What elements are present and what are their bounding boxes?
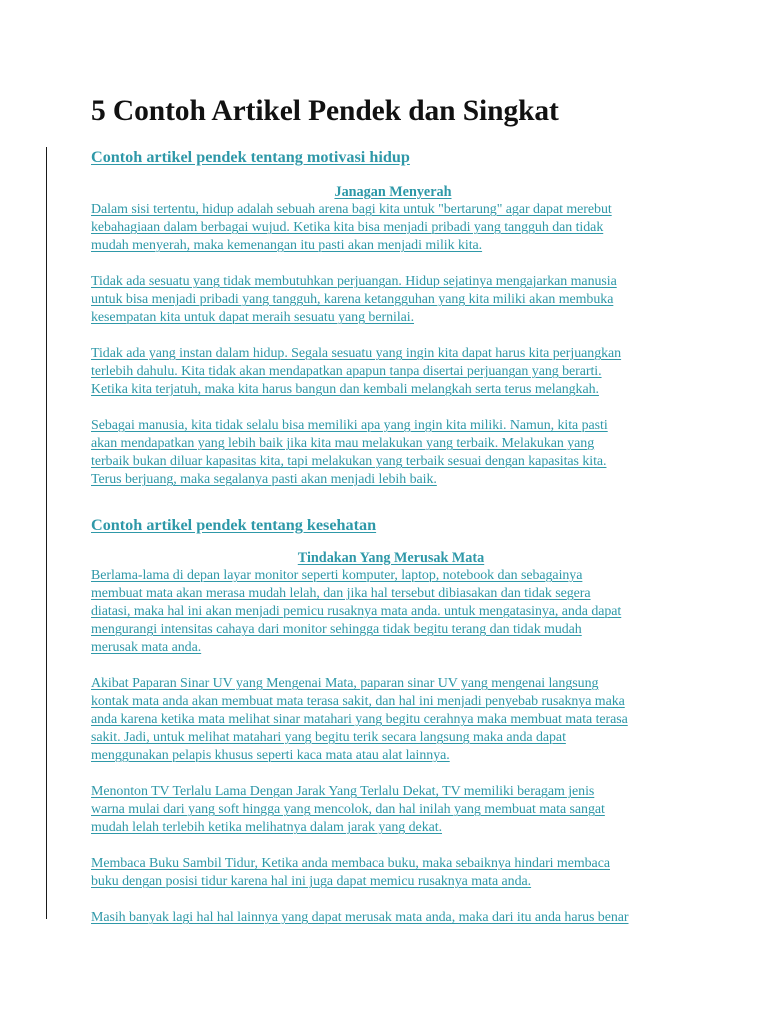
- paragraph-line: Sebagai manusia, kita tidak selalu bisa memiliki apa yang ingin kita miliki. Namun, kita pasti: [91, 418, 608, 433]
- paragraph[interactable]: [91, 855, 691, 891]
- paragraph-line: sakit. Jadi, untuk melihat matahari yang begitu terik secara langsung maka anda dapat: [91, 730, 566, 745]
- paragraph-line: menggunakan pelapis khusus seperti kaca mata atau alat lainnya.: [91, 748, 450, 763]
- document-body: [91, 92, 691, 927]
- paragraph[interactable]: [91, 567, 691, 657]
- article-title-health[interactable]: Tindakan Yang Merusak Mata: [297, 550, 485, 566]
- article-body-motivation: [91, 201, 691, 489]
- paragraph-line: Masih banyak lagi hal hal lainnya yang dapat merusak mata anda, maka dari itu anda harus benar: [91, 910, 629, 925]
- paragraph-line: mengurangi intensitas cahaya dari monitor sehingga tidak begitu terang dan tidak mudah: [91, 622, 582, 637]
- paragraph-line: mudah lelah terlebih ketika melihatnya dalam jarak yang dekat.: [91, 820, 443, 835]
- paragraph[interactable]: [91, 783, 691, 837]
- paragraph-line: untuk bisa menjadi pribadi yang tangguh, karena ketangguhan yang kita miliki akan membuka: [91, 292, 614, 307]
- paragraph-line: Berlama-lama di depan layar monitor seperti komputer, laptop, notebook dan sebagainya: [91, 568, 583, 583]
- paragraph-line: warna mulai dari yang soft hingga yang mencolok, dan hal inilah yang membuat mata sangat: [91, 802, 605, 817]
- paragraph[interactable]: [91, 273, 691, 327]
- paragraph-line: anda karena ketika mata melihat sinar matahari yang begitu cerahnya maka membuat mata terasa: [91, 712, 628, 727]
- section-heading-motivation[interactable]: Contoh artikel pendek tentang motivasi hidup: [91, 148, 410, 166]
- paragraph-line: Tidak ada yang instan dalam hidup. Segala sesuatu yang ingin kita dapat harus kita perjuangkan: [91, 346, 622, 361]
- section-heading-health[interactable]: Contoh artikel pendek tentang kesehatan: [91, 516, 377, 534]
- article-body-health: [91, 567, 691, 927]
- paragraph-line: merusak mata anda.: [91, 640, 202, 655]
- paragraph-line: kebahagiaan dalam berbagai wujud. Ketika kita bisa menjadi pribadi yang tangguh dan tidak: [91, 220, 604, 235]
- article-title-motivation[interactable]: Janagan Menyerah: [334, 184, 452, 200]
- paragraph-line: Terus berjuang, maka segalanya pasti akan menjadi lebih baik.: [91, 472, 437, 487]
- margin-line: [46, 147, 47, 919]
- paragraph-line: membuat mata akan merasa mudah lelah, dan jika hal tersebut dibiasakan dan tidak segera: [91, 586, 591, 601]
- document-title: 5 Contoh Artikel Pendek dan Singkat: [91, 95, 559, 127]
- paragraph-line: kesempatan kita untuk dapat meraih sesuatu yang bernilai.: [91, 310, 415, 325]
- paragraph[interactable]: [91, 201, 691, 255]
- paragraph-line: Membaca Buku Sambil Tidur, Ketika anda membaca buku, maka sebaiknya hindari membaca: [91, 856, 610, 871]
- paragraph-line: diatasi, maka hal ini akan menjadi pemicu rusaknya mata anda. untuk mengatasinya, anda dapat: [91, 604, 622, 619]
- paragraph-line: Menonton TV Terlalu Lama Dengan Jarak Yang Terlalu Dekat, TV memiliki beragam jenis: [91, 784, 595, 799]
- paragraph[interactable]: [91, 909, 691, 927]
- paragraph-line: Dalam sisi tertentu, hidup adalah sebuah arena bagi kita untuk "bertarung" agar dapat merebut: [91, 202, 612, 217]
- paragraph[interactable]: [91, 345, 691, 399]
- paragraph-line: Ketika kita terjatuh, maka kita harus bangun dan kembali melangkah serta terus melangkah.: [91, 382, 599, 397]
- paragraph-line: Akibat Paparan Sinar UV yang Mengenai Mata, paparan sinar UV yang mengenai langsung: [91, 676, 599, 691]
- paragraph-line: buku dengan posisi tidur karena hal ini juga dapat memicu rusaknya mata anda.: [91, 874, 532, 889]
- paragraph-line: akan mendapatkan yang lebih baik jika kita mau melakukan yang terbaik. Melakukan yang: [91, 436, 595, 451]
- paragraph-line: Tidak ada sesuatu yang tidak membutuhkan perjuangan. Hidup sejatinya mengajarkan manusia: [91, 274, 617, 289]
- paragraph-line: terlebih dahulu. Kita tidak akan mendapatkan apapun tanpa disertai perjuangan yang berarti.: [91, 364, 602, 379]
- paragraph-line: kontak mata anda akan membuat mata terasa sakit, dan hal ini menjadi penyebab rusaknya maka: [91, 694, 625, 709]
- paragraph[interactable]: [91, 417, 691, 489]
- paragraph-line: mudah menyerah, maka kemenangan itu pasti akan menjadi milik kita.: [91, 238, 483, 253]
- paragraph-line: terbaik bukan diluar kapasitas kita, tapi melakukan yang terbaik sesuai dengan kapasitas kita.: [91, 454, 607, 469]
- paragraph[interactable]: [91, 675, 691, 765]
